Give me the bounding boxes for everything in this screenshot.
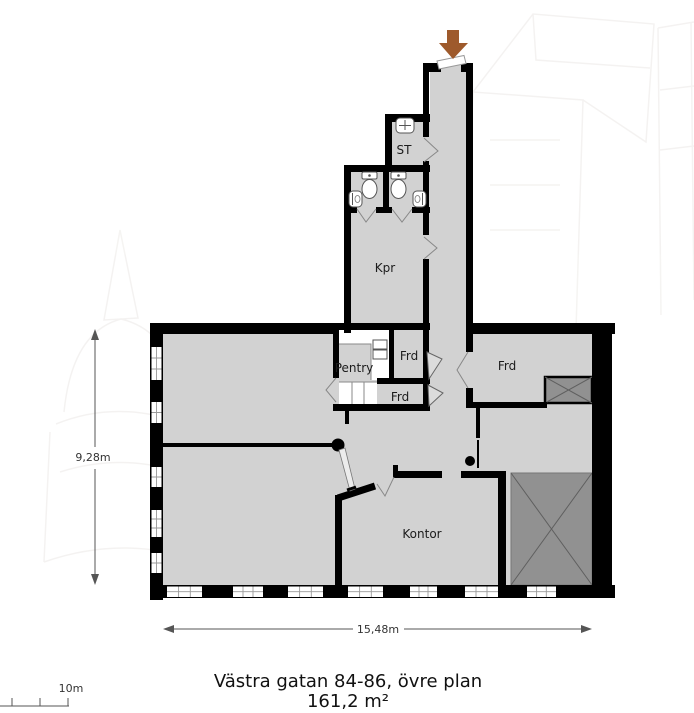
st-sink-icon — [396, 118, 414, 133]
shaft-large — [511, 473, 592, 585]
room-label-frd-right: Frd — [497, 359, 517, 373]
sink-icon — [349, 191, 362, 207]
dimension-height-label: 9,28m — [75, 451, 111, 464]
entrance-arrow-icon — [439, 30, 468, 59]
plan-area: 161,2 m² — [306, 691, 390, 712]
toilet-icon — [362, 172, 377, 199]
toilet-icon — [391, 172, 406, 199]
dimension-height — [75, 329, 110, 585]
room-label-frd-top: Frd — [399, 349, 419, 363]
plan-title: Västra gatan 84-86, övre plan — [213, 671, 483, 692]
room-label-pentry: Pentry — [334, 361, 374, 375]
scale-label: 10m — [58, 682, 84, 695]
dimension-width-label: 15,48m — [356, 623, 400, 636]
shaft-small — [545, 377, 592, 403]
room-label-st: ST — [396, 143, 412, 157]
scale-bar — [0, 682, 83, 706]
room-label-frd-mid: Frd — [390, 390, 410, 404]
dimension-width — [163, 623, 592, 636]
title-block — [214, 671, 482, 712]
room-label-kpr: Kpr — [374, 261, 396, 275]
sink-icon — [413, 191, 426, 207]
room-label-kontor: Kontor — [402, 527, 442, 541]
